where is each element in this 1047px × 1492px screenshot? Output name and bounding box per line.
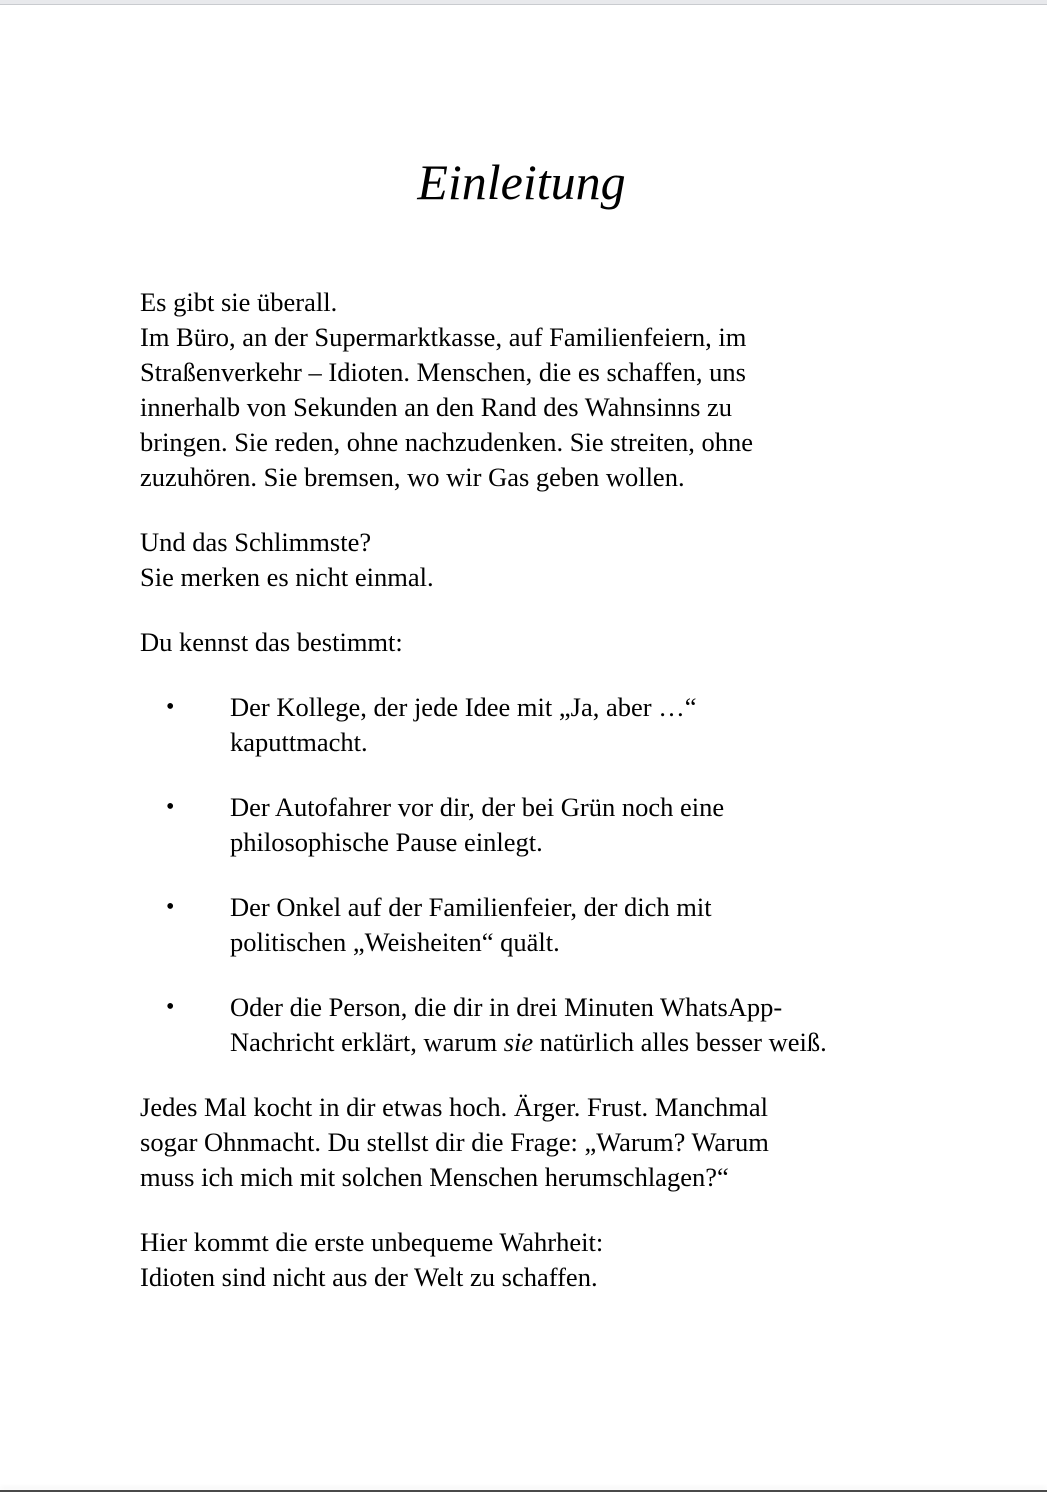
paragraph-truth <box>140 1225 920 1295</box>
bullet-icon: • <box>166 994 175 1020</box>
text-line: Idioten sind nicht aus der Welt zu schaffen. <box>140 1262 598 1292</box>
text-line: politischen „Weisheiten“ quält. <box>230 927 560 957</box>
text-line: innerhalb von Sekunden an den Rand des Wahnsinns zu <box>140 392 733 422</box>
paragraph-you-know <box>140 625 920 660</box>
text-line: bringen. Sie reden, ohne nachzudenken. Sie streiten, ohne <box>140 427 753 457</box>
text-line: kaputtmacht. <box>230 727 368 757</box>
text-line: Du kennst das bestimmt: <box>140 627 403 657</box>
paragraph-worst <box>140 525 920 595</box>
chapter-body <box>140 285 920 1325</box>
text-line: zuzuhören. Sie bremsen, wo wir Gas geben wollen. <box>140 462 685 492</box>
bullet-icon: • <box>166 694 175 720</box>
chapter-title: Einleitung <box>417 154 626 210</box>
text-line: Jedes Mal kocht in dir etwas hoch. Ärger. Frust. Manchmal <box>140 1092 769 1122</box>
window-top-edge <box>0 0 1047 5</box>
text-line: Es gibt sie überall. <box>140 287 338 317</box>
text-line <box>230 1025 920 1060</box>
bullet-icon: • <box>166 894 175 920</box>
list-item <box>140 690 920 760</box>
text-line: Der Onkel auf der Familienfeier, der dich mit <box>230 892 712 922</box>
examples-list <box>140 690 920 1060</box>
text-line: Hier kommt die erste unbequeme Wahrheit: <box>140 1227 604 1257</box>
text-line: Der Autofahrer vor dir, der bei Grün noch eine <box>230 792 725 822</box>
text-line: sogar Ohnmacht. Du stellst dir die Frage: „Warum? Warum <box>140 1127 769 1157</box>
bullet-icon: • <box>166 794 175 820</box>
text-line: Der Kollege, der jede Idee mit „Ja, aber …“ <box>230 692 697 722</box>
text-line: Sie merken es nicht einmal. <box>140 562 434 592</box>
text-line: Oder die Person, die dir in drei Minuten WhatsApp- <box>230 992 783 1022</box>
text-line: philosophische Pause einlegt. <box>230 827 543 857</box>
text-line: Und das Schlimmste? <box>140 527 372 557</box>
emphasis-text: sie <box>503 1027 534 1057</box>
text-line: Im Büro, an der Supermarktkasse, auf Familienfeiern, im <box>140 322 747 352</box>
text-segment: Nachricht erklärt, warum <box>230 1027 504 1057</box>
text-line: muss ich mich mit solchen Menschen herumschlagen?“ <box>140 1162 729 1192</box>
paragraph-frustration <box>140 1090 920 1195</box>
paragraph-intro <box>140 285 920 495</box>
text-segment: natürlich alles besser weiß. <box>533 1027 827 1057</box>
list-item <box>140 890 920 960</box>
text-line: Straßenverkehr – Idioten. Menschen, die es schaffen, uns <box>140 357 746 387</box>
list-item <box>140 790 920 860</box>
list-item <box>140 990 920 1060</box>
